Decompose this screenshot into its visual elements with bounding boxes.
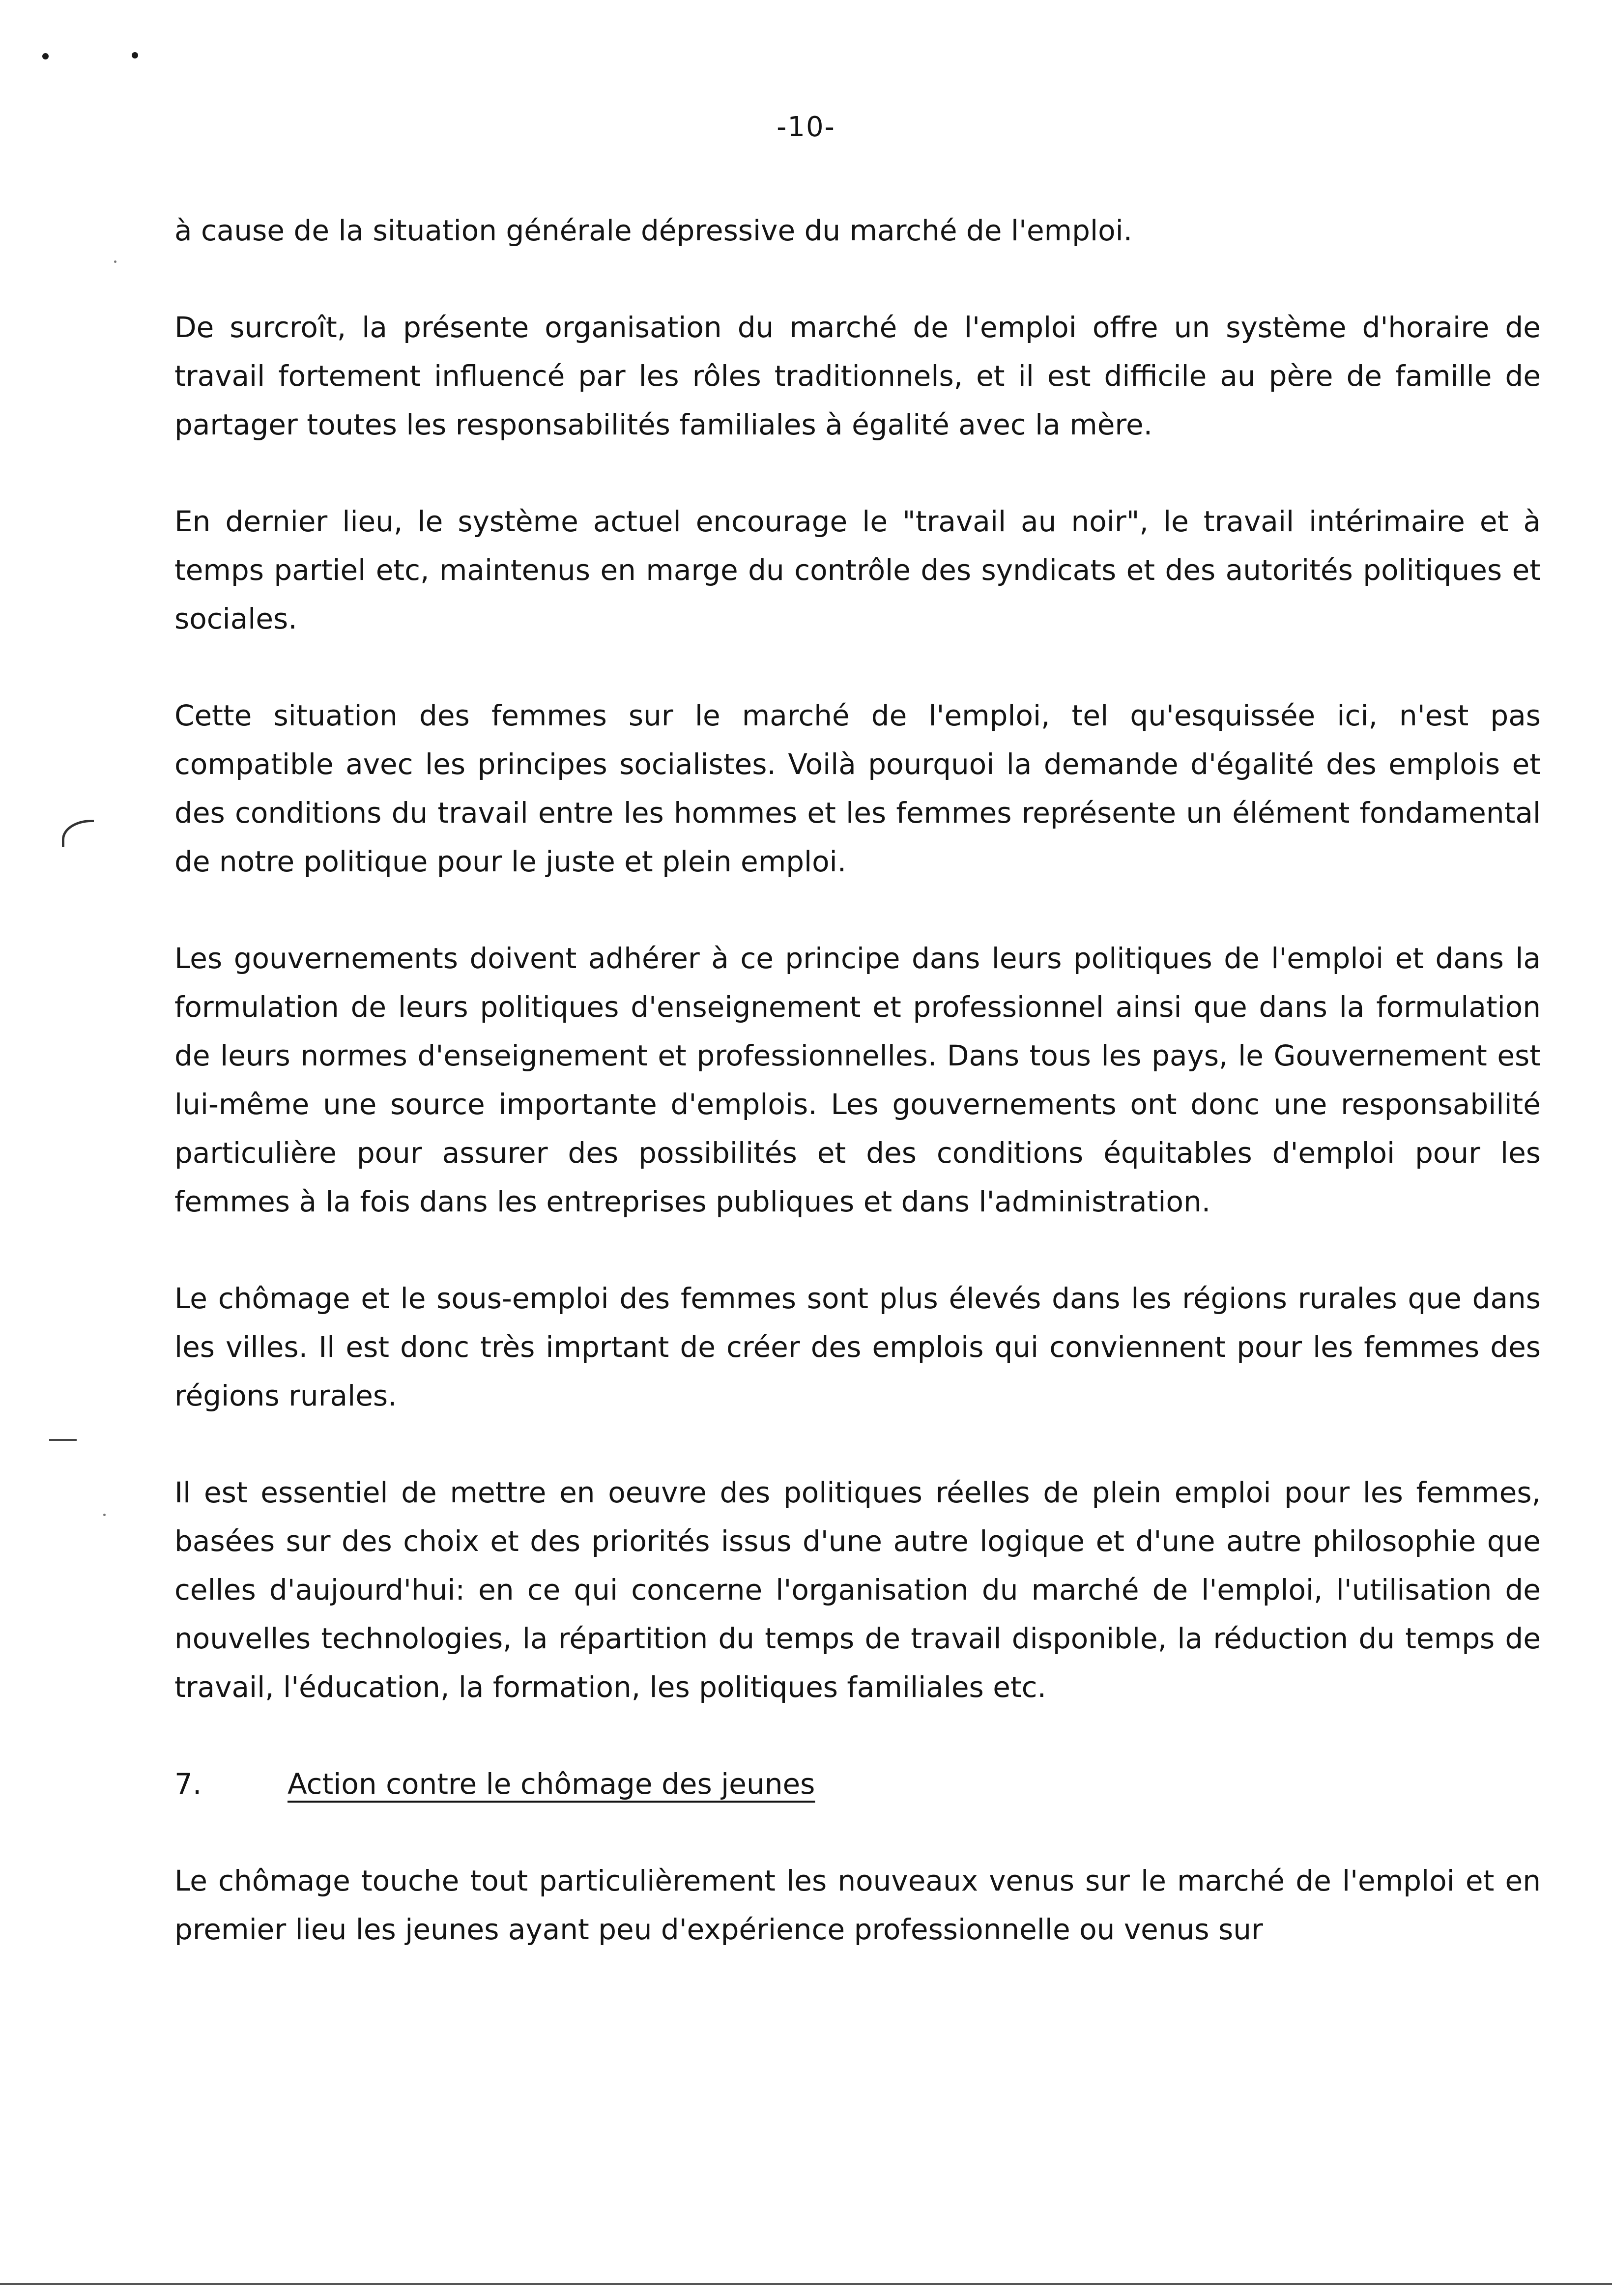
paragraph-dernier-lieu: En dernier lieu, le système actuel encourage le "travail au noir", le travail intérimaire et à temps partiel etc, maintenus en marge du contrôle des syndicats et des autorités politiques et sociales. [174, 505, 1541, 635]
paragraph-continuation: à cause de la situation générale dépressive du marché de l'emploi. [174, 214, 1133, 247]
scan-speck [114, 260, 116, 263]
paragraph-gouvernements: Les gouvernements doivent adhérer à ce principe dans leurs politiques de l'emploi et dans la formulation de leurs politiques d'enseignement et professionnel ainsi que dans la formulation de leurs normes d'enseignement et professionnelles. Dans tous les pays, le Gouvernement est lui-même une source importante d'emplois. Les gouvernements ont donc une responsabilité particulière pour assurer des possibilités et des conditions équitables d'emploi pour les femmes à la fois dans les entreprises publiques et dans l'administration. [174, 942, 1541, 1218]
scan-speck [103, 1514, 106, 1516]
paragraph-surcroit: De surcroît, la présente organisation du marché de l'emploi offre un système d'horaire de travail fortement influencé par les rôles traditionnels, et il est difficile au père de famille de partager toutes les responsabilités familiales à égalité avec la mère. [174, 311, 1541, 441]
paragraph-situation-femmes: Cette situation des femmes sur le marché de l'emploi, tel qu'esquissée ici, n'est pas compatible avec les principes socialistes. Voilà pourquoi la demande d'égalité des emplois et des conditions du travail entre les hommes et les femmes représente un élément fondamental de notre politique pour le juste et plein emploi. [174, 699, 1541, 878]
margin-mark-dash [49, 1439, 77, 1441]
footer-rule [0, 2283, 1612, 2285]
page-number: -10- [777, 111, 835, 143]
margin-mark-curve [62, 820, 94, 847]
punch-hole-dot-right [132, 52, 138, 58]
section-title: Action contre le chômage des jeunes [288, 1767, 815, 1801]
paragraph-plein-emploi: Il est essentiel de mettre en oeuvre des politiques réelles de plein emploi pour les femmes, basées sur des choix et des priorités issus d'une autre logique et d'une autre philosophie que celles d'aujourd'hui: en ce qui concerne l'organisation du marché de l'emploi, l'utilisation de nouvelles technologies, la répartition du temps de travail disponible, la réduction du temps de travail, l'éducation, la formation, les politiques familiales etc. [174, 1476, 1541, 1704]
paragraph-chomage-rural: Le chômage et le sous-emploi des femmes sont plus élevés dans les régions rurales que dans les villes. Il est donc très imprtant de créer des emplois qui conviennent pour les femmes des régions rurales. [174, 1282, 1541, 1412]
section-heading [174, 1760, 1541, 1808]
section-number: 7. [174, 1767, 202, 1801]
paragraph-chomage-jeunes: Le chômage touche tout particulièrement les nouveaux venus sur le marché de l'emploi et en premier lieu les jeunes ayant peu d'expérience professionnelle ou venus sur [174, 1864, 1541, 1946]
body-text [174, 206, 1541, 2002]
punch-hole-dot-left [42, 53, 49, 59]
